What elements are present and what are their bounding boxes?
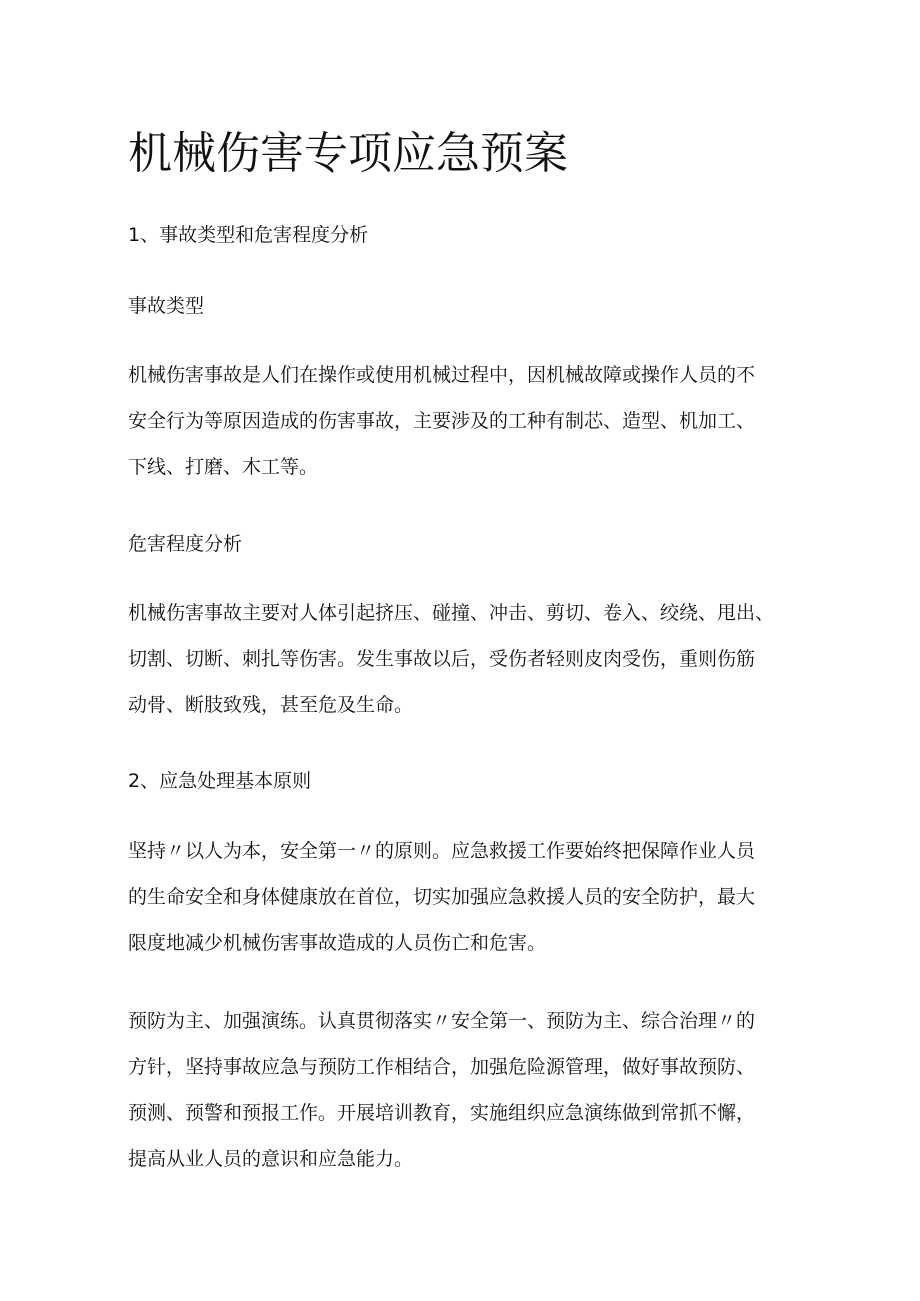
- paragraph-line: 限度地减少机械伤害事故造成的人员伤亡和危害。: [128, 932, 547, 954]
- paragraph-line: 坚持〃以人为本，安全第一〃的原则。应急救援工作要始终把保障作业人员: [128, 840, 756, 862]
- accident-type-heading: 事故类型: [128, 295, 205, 317]
- paragraph-line: 的生命安全和身体健康放在首位，切实加强应急救援人员的安全防护，最大: [128, 886, 756, 908]
- paragraph-line: 预测、预警和预报工作。开展培训教育，实施组织应急演练做到常抓不懈，: [128, 1102, 756, 1124]
- document-title: 机械伤害专项应急预案: [128, 128, 568, 179]
- hazard-analysis-paragraph: [128, 590, 808, 728]
- principle-prevention-paragraph: [128, 998, 808, 1182]
- principle-people-first-paragraph: [128, 828, 808, 966]
- paragraph-line: 安全行为等原因造成的伤害事故，主要涉及的工种有制芯、造型、机加工、: [128, 410, 756, 432]
- paragraph-line: 机械伤害事故主要对人体引起挤压、碰撞、冲击、剪切、卷入、绞绕、甩出、: [128, 602, 775, 624]
- hazard-analysis-heading: 危害程度分析: [128, 533, 243, 555]
- paragraph-line: 提高从业人员的意识和应急能力。: [128, 1148, 414, 1170]
- paragraph-line: 机械伤害事故是人们在操作或使用机械过程中，因机械故障或操作人员的不: [128, 364, 756, 386]
- accident-type-paragraph: [128, 352, 808, 490]
- paragraph-line: 切割、切断、刺扎等伤害。发生事故以后，受伤者轻则皮肉受伤，重则伤筋: [128, 648, 756, 670]
- paragraph-line: 预防为主、加强演练。认真贯彻落实〃安全第一、预防为主、综合治理〃的: [128, 1010, 756, 1032]
- paragraph-line: 方针，坚持事故应急与预防工作相结合，加强危险源管理，做好事故预防、: [128, 1056, 756, 1078]
- paragraph-line: 动骨、断肢致残，甚至危及生命。: [128, 694, 414, 716]
- section-1-heading: 1、事故类型和危害程度分析: [128, 224, 369, 246]
- paragraph-line: 下线、打磨、木工等。: [128, 456, 319, 478]
- section-2-heading: 2、应急处理基本原则: [128, 770, 312, 792]
